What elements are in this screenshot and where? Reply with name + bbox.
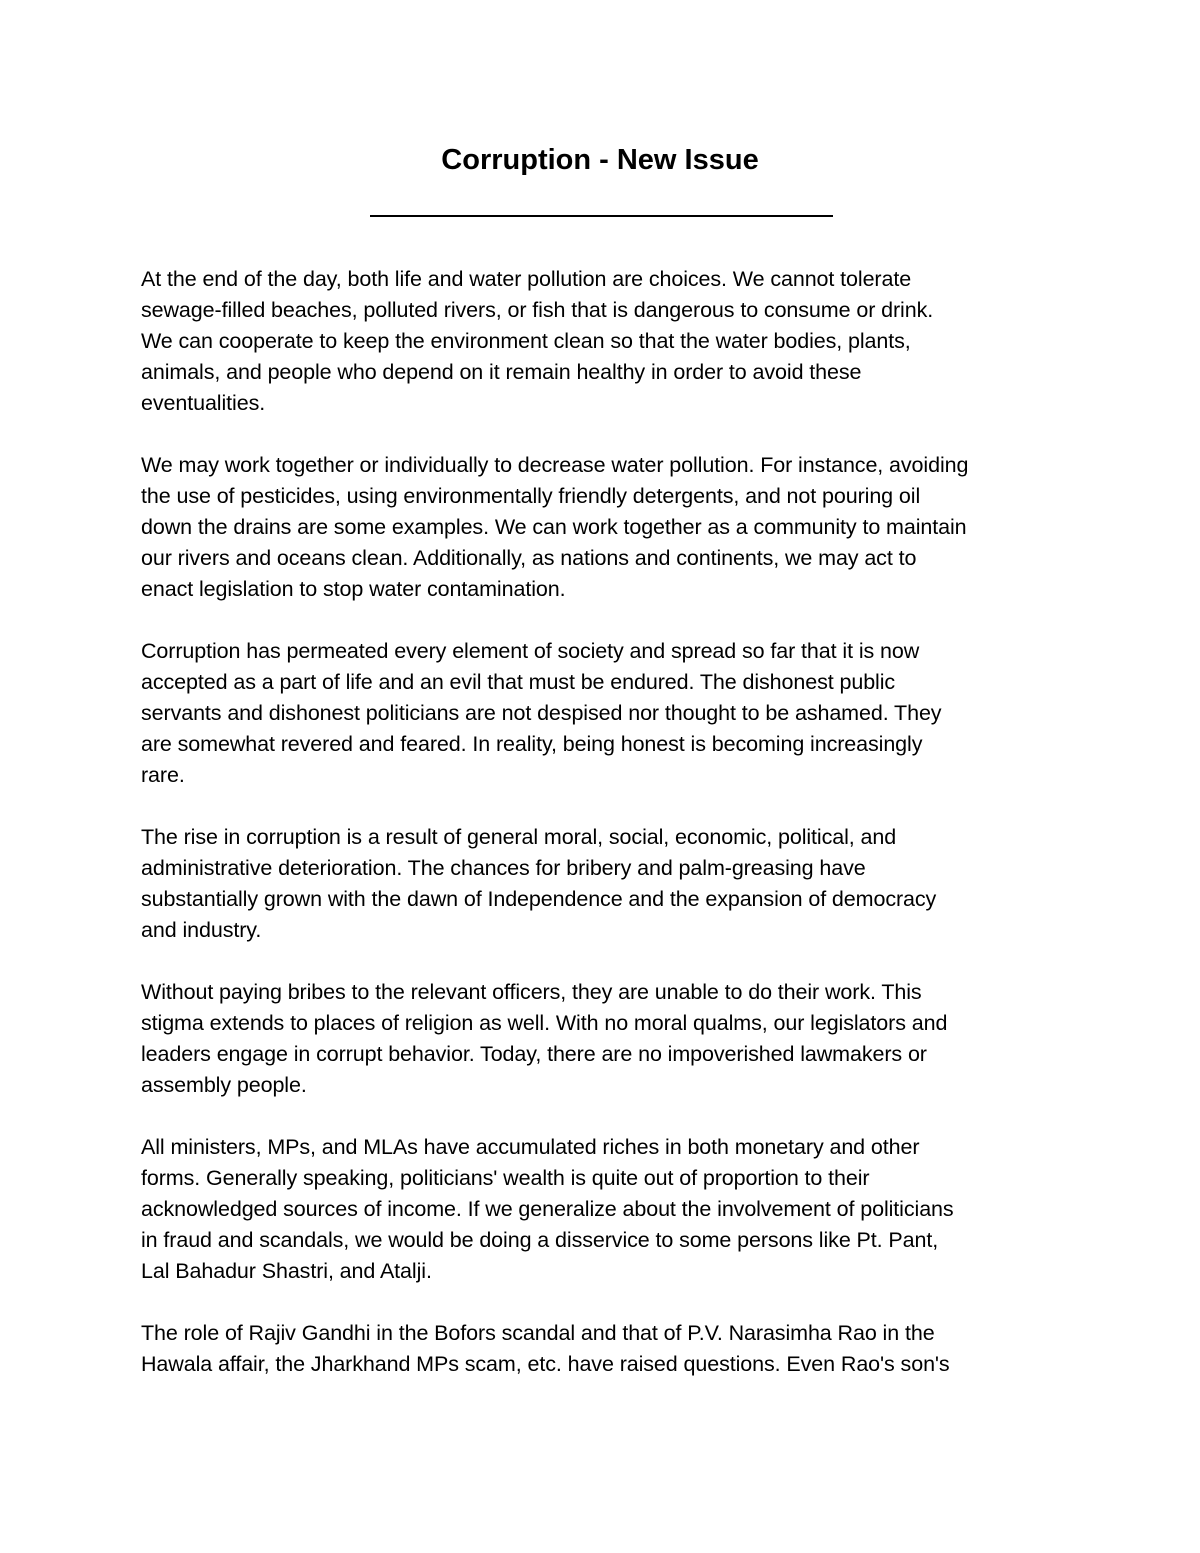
paragraph-6: All ministers, MPs, and MLAs have accumulated riches in both monetary and other forms. Generally speaking, politicians' wealth is quite out of proportion to their acknowledged sources of income. If we generalize about the involvement of politicians in fraud and scandals, we would be doing a disservice to some persons like Pt. Pant, Lal Bahadur Shastri, and Atalji.	[141, 1135, 954, 1283]
paragraph-1: At the end of the day, both life and water pollution are choices. We cannot tolerate sewage-filled beaches, polluted rivers, or fish that is dangerous to consume or drink. We can cooperate to keep the environment clean so that the water bodies, plants, animals, and people who depend on it remain healthy in order to avoid these eventualities.	[141, 267, 934, 415]
paragraph-2: We may work together or individually to decrease water pollution. For instance, avoiding the use of pesticides, using environmentally friendly detergents, and not pouring oil down the drains are some examples. We can work together as a community to maintain our rivers and oceans clean. Additionally, as nations and continents, we may act to enact legislation to stop water contamination.	[141, 453, 969, 601]
document-title: Corruption - New Issue	[441, 144, 759, 176]
paragraph-3: Corruption has permeated every element of society and spread so far that it is now accepted as a part of life and an evil that must be endured. The dishonest public servants and dishonest politicians are not despised nor thought to be ashamed. They are somewhat revered and feared. In reality, being honest is becoming increasingly rare.	[141, 639, 942, 787]
title-underline-divider	[370, 215, 833, 217]
paragraph-4: The rise in corruption is a result of general moral, social, economic, political, and administrative deterioration. The chances for bribery and palm-greasing have substantially grown with the dawn of Independence and the expansion of democracy and industry.	[141, 825, 937, 942]
paragraph-7: The role of Rajiv Gandhi in the Bofors scandal and that of P.V. Narasimha Rao in the Hawala affair, the Jharkhand MPs scam, etc. have raised questions. Even Rao's son's	[141, 1321, 950, 1376]
paragraph-5: Without paying bribes to the relevant officers, they are unable to do their work. This stigma extends to places of religion as well. With no moral qualms, our legislators and leaders engage in corrupt behavior. Today, there are no impoverished lawmakers or assembly people.	[141, 980, 948, 1097]
document-body	[141, 264, 1071, 1411]
